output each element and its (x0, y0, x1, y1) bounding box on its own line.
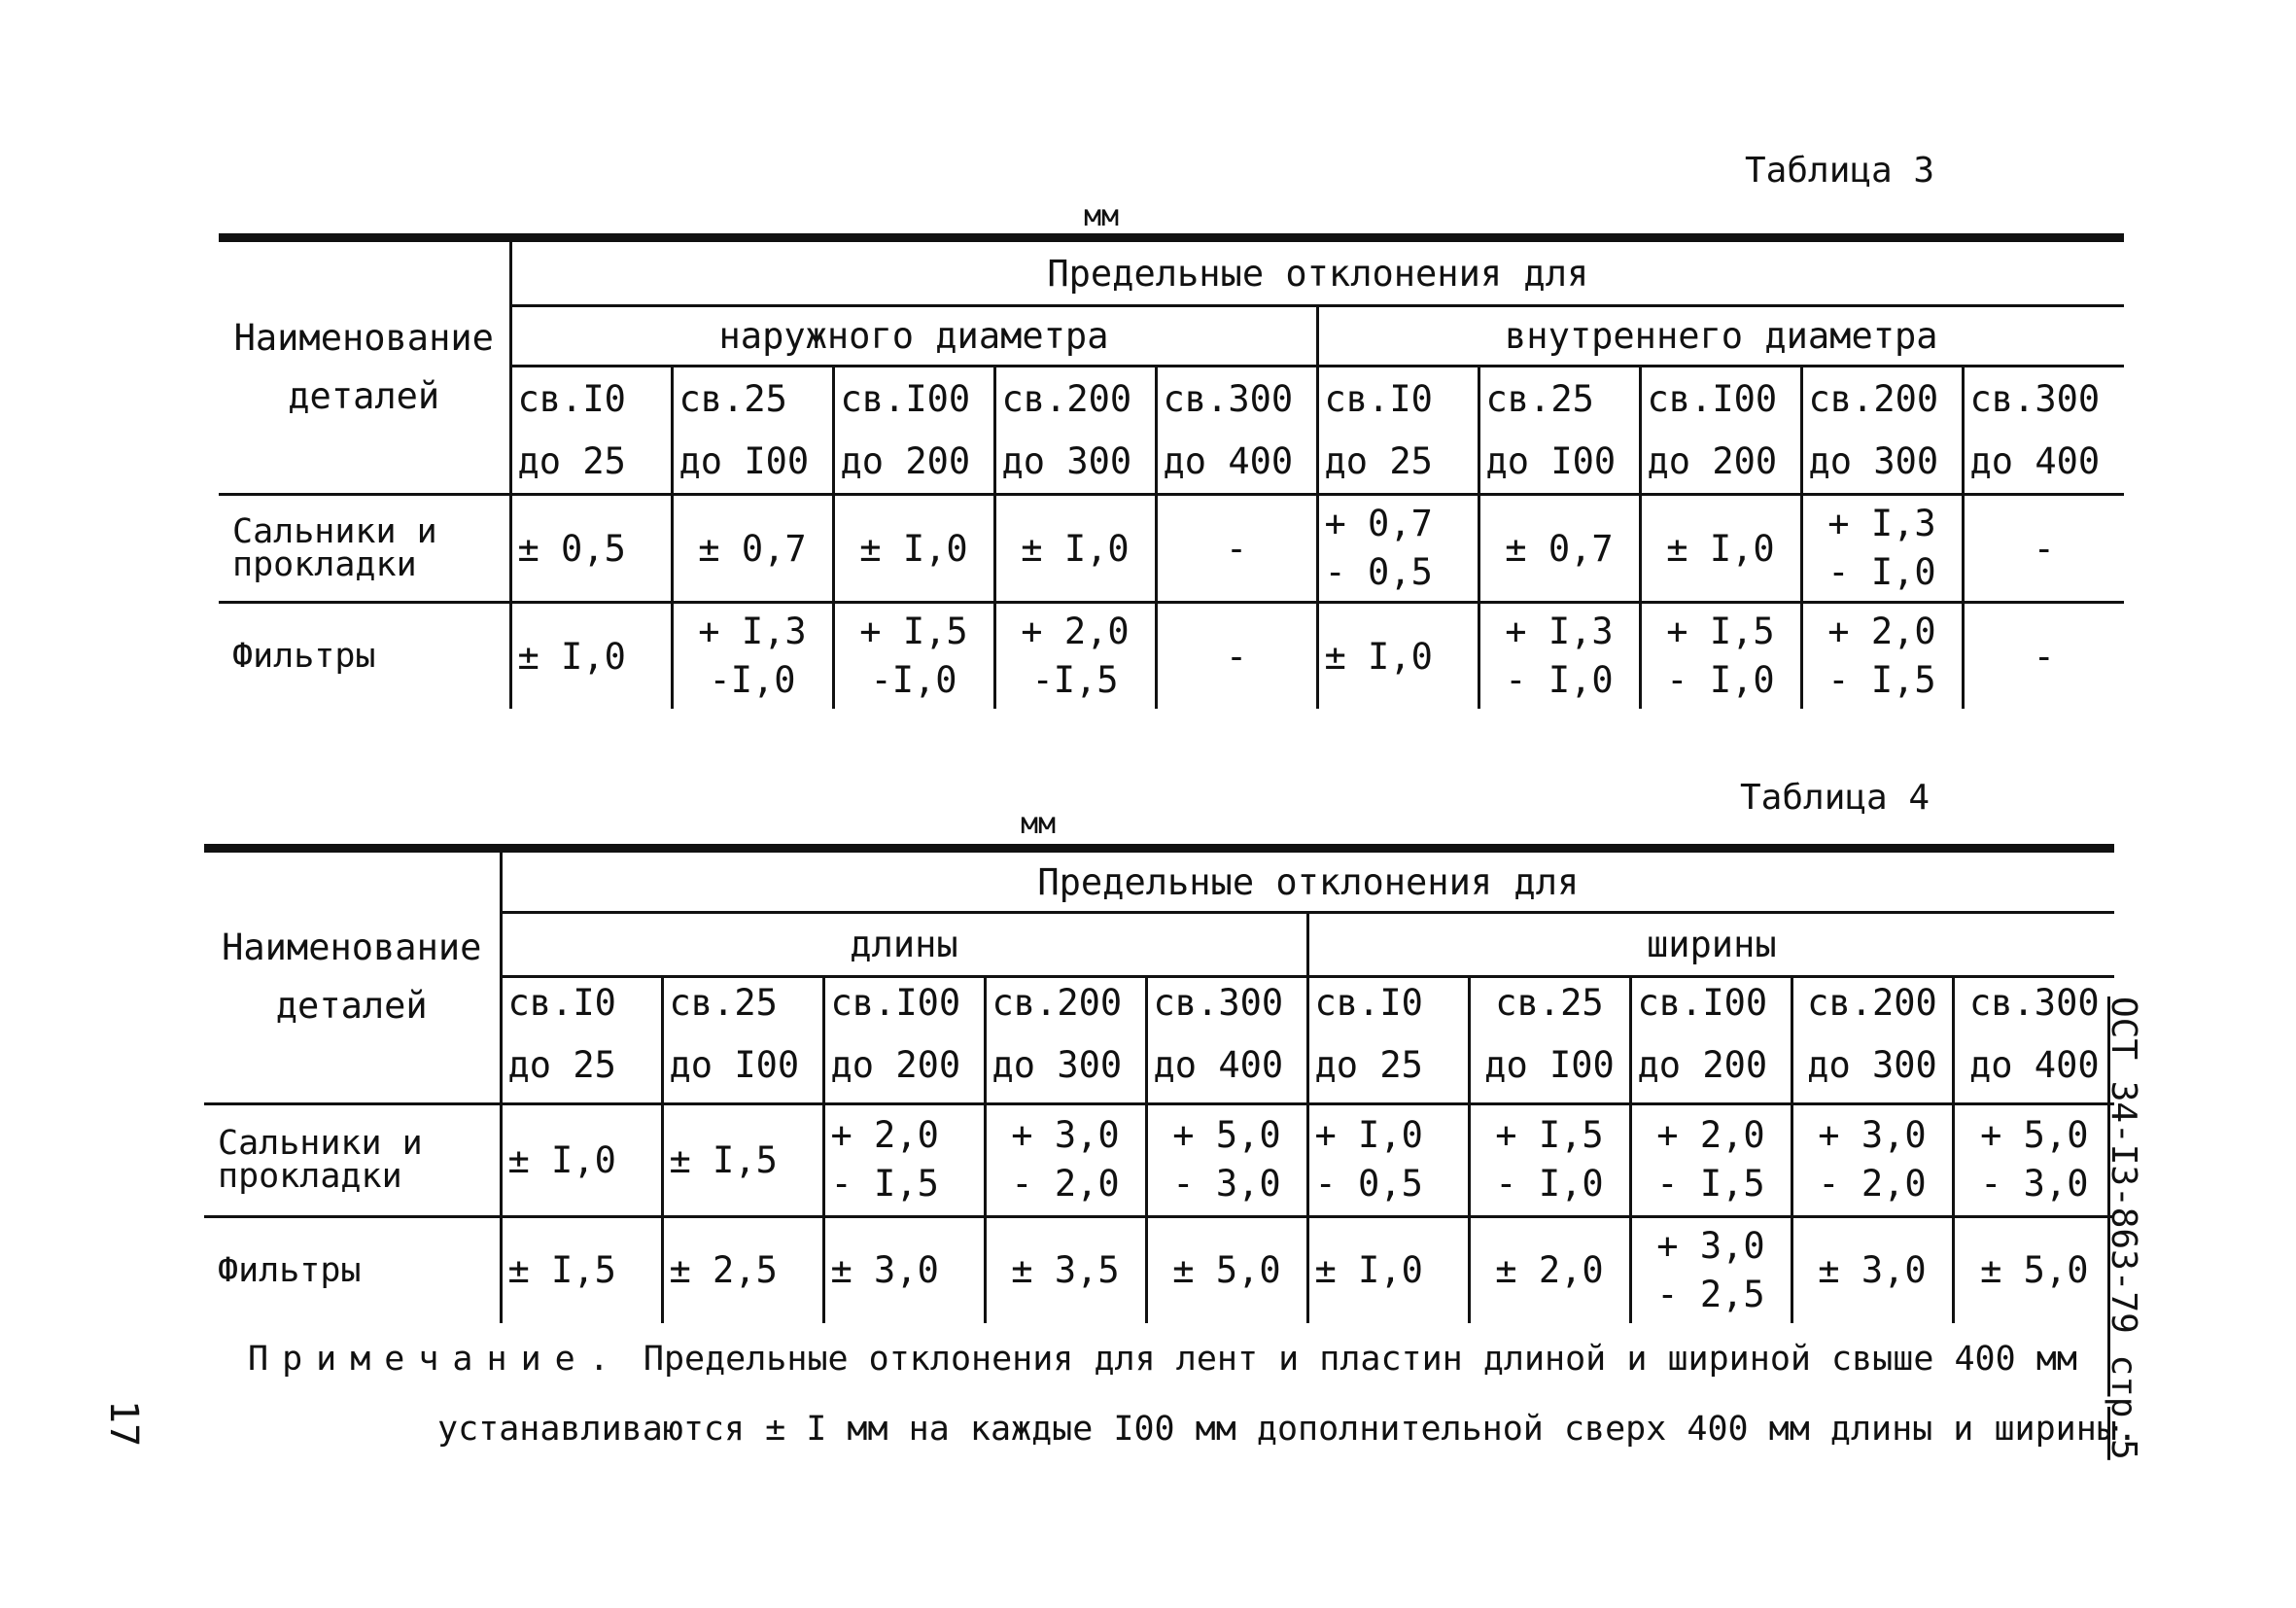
table-cell (510, 495, 672, 603)
table3-caption: Таблица 3 (1745, 151, 1935, 191)
table-cell (510, 603, 672, 710)
table-row (204, 1216, 2114, 1323)
range-to: до 25 (501, 1028, 662, 1103)
range-from: св.I0 (501, 977, 662, 1029)
row-name (204, 1103, 501, 1216)
cell-value: - (2033, 527, 2055, 570)
table-cell (994, 495, 1156, 603)
cell-value-upper: + 5,0 (1980, 1114, 2089, 1156)
cell-value: ± I,0 (1324, 635, 1433, 678)
table-cell (985, 1216, 1146, 1323)
table-cell (1792, 1216, 1953, 1323)
range-from: св.I0 (1317, 367, 1478, 431)
cell-value-lower: - I,0 (1505, 659, 1614, 701)
range-from: св.200 (985, 977, 1146, 1029)
row-name-line1: Сальники и (232, 512, 437, 551)
cell-value-lower: - 0,5 (1314, 1163, 1423, 1205)
range-to: до 200 (1630, 1028, 1792, 1103)
cell-value-lower: -I,0 (870, 659, 957, 701)
cell-value-upper: + I,5 (1495, 1114, 1604, 1156)
name-header-line2: деталей (288, 375, 440, 417)
cell-value-lower: - 3,0 (1172, 1163, 1281, 1205)
name-header-line1: Наименование (233, 317, 494, 359)
subheader-length: длины (501, 913, 1307, 977)
cell-value: ± 3,0 (830, 1249, 939, 1291)
range-to: до 300 (994, 431, 1156, 495)
cell-value: ± 2,5 (669, 1249, 778, 1291)
table-cell (833, 495, 994, 603)
cell-value: ± I,0 (1314, 1249, 1423, 1291)
row-name-line1: Фильтры (232, 637, 376, 676)
table-cell (1801, 603, 1963, 710)
table-cell (1469, 1103, 1630, 1216)
range-to: до 300 (1801, 431, 1963, 495)
cell-value-lower: - I,5 (1827, 659, 1936, 701)
range-from: св.300 (1953, 977, 2114, 1029)
cell-value: - (1225, 527, 1248, 570)
cell-value-lower: - 2,5 (1656, 1273, 1765, 1315)
document-code: ОСТ 34-I3-863-79 стр.5 (2104, 996, 2143, 1460)
range-to: до 200 (833, 431, 994, 495)
range-to: до 200 (823, 1028, 985, 1103)
cell-value-upper: + 2,0 (1827, 611, 1936, 652)
cell-value: ± I,0 (1666, 527, 1775, 570)
table-cell (985, 1103, 1146, 1216)
table-cell (1953, 1216, 2114, 1323)
table-row (219, 495, 2124, 603)
cell-value: ± 0,5 (517, 527, 626, 570)
cell-value: - (2033, 635, 2055, 678)
range-from: св.300 (1963, 367, 2124, 431)
cell-value-upper: + I,5 (859, 611, 968, 652)
table-cell (1801, 495, 1963, 603)
range-to: до I00 (672, 431, 833, 495)
table4-caption: Таблица 4 (1740, 778, 1931, 818)
cell-value-upper: + 0,7 (1324, 503, 1433, 544)
table3 (219, 233, 2124, 709)
table-cell (672, 495, 833, 603)
range-from: св.25 (662, 977, 823, 1029)
cell-value: ± 5,0 (1172, 1249, 1281, 1291)
range-to: до 200 (1640, 431, 1801, 495)
cell-value-upper: + 2,0 (1021, 611, 1130, 652)
subheader-outer: наружного диаметра (510, 306, 1317, 367)
cell-value: ± 3,5 (1011, 1249, 1120, 1291)
cell-value: ± I,5 (507, 1249, 616, 1291)
table3-unit: мм (1084, 199, 1120, 233)
range-from: св.25 (1469, 977, 1630, 1029)
cell-value-lower: - 0,5 (1324, 551, 1433, 593)
name-header-line2: деталей (275, 985, 428, 1028)
cell-value: ± I,0 (517, 635, 626, 678)
cell-value-lower: - I,5 (1656, 1163, 1765, 1205)
cell-value-lower: - 2,0 (1818, 1163, 1927, 1205)
table-cell (501, 1216, 662, 1323)
cell-value-upper: + 3,0 (1656, 1224, 1765, 1267)
cell-value-upper: + 2,0 (1656, 1114, 1765, 1156)
table-cell (1953, 1103, 2114, 1216)
group-header: Предельные отклонения для (510, 238, 2124, 306)
range-from: св.I00 (823, 977, 985, 1029)
table-cell (501, 1103, 662, 1216)
table-cell (662, 1103, 823, 1216)
cell-value-upper: + 2,0 (830, 1114, 939, 1156)
cell-value-upper: + 5,0 (1172, 1114, 1281, 1156)
table-cell (1630, 1103, 1792, 1216)
table-row (204, 1103, 2114, 1216)
table-cell (1156, 495, 1317, 603)
cell-value-upper: + 3,0 (1818, 1114, 1927, 1156)
table-cell (1156, 603, 1317, 710)
note-line2 (437, 1410, 2138, 1449)
table-cell (1630, 1216, 1792, 1323)
name-header (219, 238, 510, 495)
cell-value-lower: - I,0 (1666, 659, 1775, 701)
row-name (219, 495, 510, 603)
group-header: Предельные отклонения для (501, 849, 2114, 913)
range-from: св.I0 (1307, 977, 1469, 1029)
range-from: св.200 (1801, 367, 1963, 431)
row-name (204, 1216, 501, 1323)
range-to: до 400 (1953, 1028, 2114, 1103)
table-cell (1307, 1216, 1469, 1323)
cell-value: ± I,0 (1021, 527, 1130, 570)
row-name (219, 603, 510, 710)
table-cell (1146, 1103, 1307, 1216)
note-text-line1: Предельные отклонения для лент и пластин длиной и шириной свыше 400 мм (643, 1340, 2077, 1379)
table-cell (1963, 603, 2124, 710)
table-cell (1317, 495, 1478, 603)
table-cell (1792, 1103, 1953, 1216)
table-cell (1317, 603, 1478, 710)
cell-value-upper: + I,3 (698, 611, 807, 652)
table-cell (1963, 495, 2124, 603)
name-header (204, 849, 501, 1104)
range-to: до I00 (1469, 1028, 1630, 1103)
cell-value: ± I,0 (859, 527, 968, 570)
table4-unit: мм (1021, 807, 1057, 841)
table-cell (662, 1216, 823, 1323)
cell-value-upper: + I,3 (1827, 503, 1936, 544)
range-to: до 400 (1156, 431, 1317, 495)
table-cell (1469, 1216, 1630, 1323)
range-to: до 25 (510, 431, 672, 495)
table4 (204, 844, 2114, 1323)
cell-value-lower: -I,5 (1031, 659, 1119, 701)
range-to: до 400 (1146, 1028, 1307, 1103)
table-cell (672, 603, 833, 710)
subheader-width: ширины (1307, 913, 2114, 977)
table-cell (1146, 1216, 1307, 1323)
cell-value-lower: - 2,0 (1011, 1163, 1120, 1205)
page-number: 17 (101, 1400, 146, 1448)
table-cell (823, 1103, 985, 1216)
range-to: до 300 (1792, 1028, 1953, 1103)
row-name-line2: прокладки (232, 545, 417, 584)
range-to: до 300 (985, 1028, 1146, 1103)
table-row (219, 603, 2124, 710)
cell-value-upper: + I,0 (1314, 1114, 1423, 1156)
range-from: св.I0 (510, 367, 672, 431)
cell-value: ± 3,0 (1818, 1249, 1927, 1291)
range-to: до 25 (1317, 431, 1478, 495)
range-to: до I00 (662, 1028, 823, 1103)
cell-value: ± 2,0 (1495, 1249, 1604, 1291)
cell-value-lower: - I,0 (1827, 551, 1936, 593)
range-from: св.300 (1146, 977, 1307, 1029)
cell-value: - (1225, 635, 1248, 678)
row-name-line2: прокладки (218, 1157, 402, 1196)
table-cell (833, 603, 994, 710)
row-name-line1: Сальники и (218, 1124, 423, 1163)
table-cell (1307, 1103, 1469, 1216)
cell-value-upper: + 3,0 (1011, 1114, 1120, 1156)
range-from: св.200 (1792, 977, 1953, 1029)
range-from: св.300 (1156, 367, 1317, 431)
note-text-line2: устанавливаются ± I мм на каждые I00 мм дополнительной сверх 400 мм длины и ширины. (437, 1410, 2138, 1449)
row-name-line1: Фильтры (218, 1250, 362, 1290)
range-from: св.I00 (1630, 977, 1792, 1029)
range-from: св.I00 (1640, 367, 1801, 431)
subheader-inner: внутреннего диаметра (1317, 306, 2124, 367)
table-cell (1640, 603, 1801, 710)
range-from: св.25 (1478, 367, 1640, 431)
cell-value: ± I,5 (669, 1138, 778, 1181)
name-header-line1: Наименование (222, 926, 482, 969)
note-label: Примечание. (248, 1340, 623, 1379)
table-cell (1478, 495, 1640, 603)
cell-value: ± 0,7 (698, 527, 807, 570)
cell-value-lower: - I,5 (830, 1163, 939, 1205)
cell-value-lower: - 3,0 (1980, 1163, 2089, 1205)
cell-value-upper: + I,5 (1666, 611, 1775, 652)
range-from: св.25 (672, 367, 833, 431)
range-to: до 400 (1963, 431, 2124, 495)
cell-value-lower: - I,0 (1495, 1163, 1604, 1205)
cell-value: ± I,0 (507, 1138, 616, 1181)
note-line1 (248, 1340, 2077, 1379)
cell-value: ± 0,7 (1505, 527, 1614, 570)
cell-value-upper: + I,3 (1505, 611, 1614, 652)
table-cell (1478, 603, 1640, 710)
table-cell (823, 1216, 985, 1323)
range-to: до I00 (1478, 431, 1640, 495)
cell-value-lower: -I,0 (709, 659, 796, 701)
table-cell (1640, 495, 1801, 603)
table-cell (994, 603, 1156, 710)
cell-value: ± 5,0 (1980, 1249, 2089, 1291)
range-to: до 25 (1307, 1028, 1469, 1103)
range-from: св.200 (994, 367, 1156, 431)
range-from: св.I00 (833, 367, 994, 431)
